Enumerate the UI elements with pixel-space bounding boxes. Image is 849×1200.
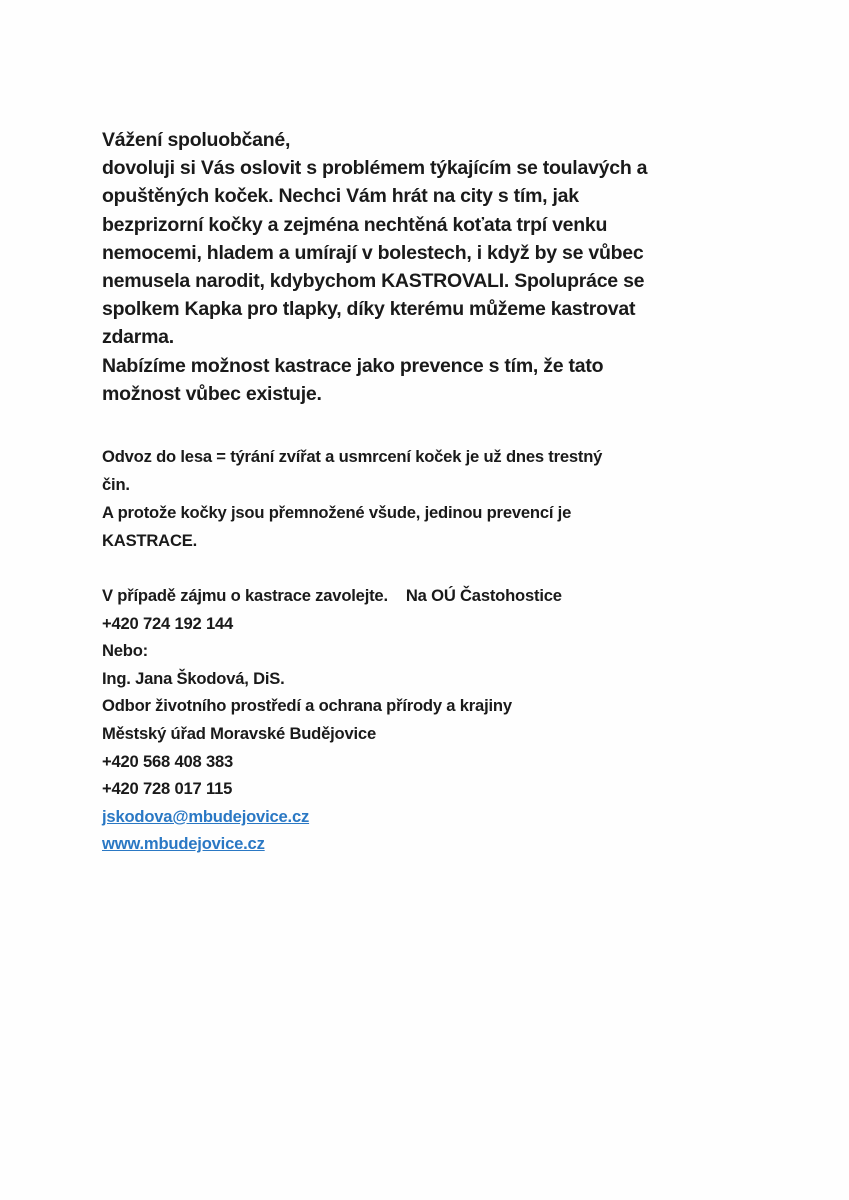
website-line [102,830,742,858]
letter-intro [102,126,762,408]
notice-line: KASTRACE. [102,531,197,550]
website-link[interactable]: www.mbudejovice.cz [102,834,265,854]
intro-line: opuštěných koček. Nechci Vám hrát na city s tím, jak [102,185,579,208]
or-label: Nebo: [102,641,149,661]
letter-notice [102,443,742,555]
email-line [102,803,742,831]
call-line [102,582,742,610]
office-phone: +420 724 192 144 [102,613,234,633]
greeting: Vážení spoluobčané, [102,129,291,151]
offer-line: možnost vůbec existuje. [102,382,322,405]
phone-2: +420 728 017 115 [102,779,233,799]
office-name: Na OÚ Častohostice [405,586,562,605]
contact-block [102,582,742,858]
intro-line: dovoluji si Vás oslovit s problémem týkajícím se toulavých a [102,157,648,180]
intro-line: spolkem Kapka pro tlapky, díky kterému můžeme kastrovat [102,298,636,321]
offer-line: Nabízíme možnost kastrace jako prevence s tím, že tato [102,354,604,377]
intro-line: nemocemi, hladem a umírají v bolestech, i když by se vůbec [102,241,644,264]
call-text: V případě zájmu o kastrace zavolejte. [102,586,388,605]
authority: Městský úřad Moravské Budějovice [102,723,376,743]
email-link[interactable]: jskodova@mbudejovice.cz [102,806,310,826]
intro-line: zdarma. [102,326,174,349]
phone-1: +420 568 408 383 [102,751,234,771]
notice-line: Odvoz do lesa = týrání zvířat a usmrcení koček je už dnes trestný [102,447,603,466]
person-name: Ing. Jana Škodová, DiS. [102,668,285,688]
notice-line: čin. [102,475,130,494]
intro-line: bezprizorní kočky a zejména nechtěná koťata trpí venku [102,213,608,236]
notice-line: A protože kočky jsou přemnožené všude, jedinou prevencí je [102,503,572,522]
department: Odbor životního prostředí a ochrana přírody a krajiny [102,696,512,716]
intro-line: nemusela narodit, kdybychom KASTROVALI. Spolupráce se [102,270,645,293]
